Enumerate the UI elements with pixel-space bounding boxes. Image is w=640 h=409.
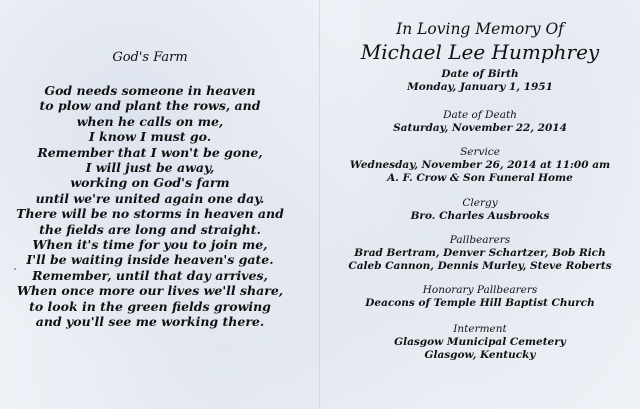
- poem-line: the fields are long and straight.: [39, 221, 261, 237]
- birth-label: Date of Birth: [441, 68, 519, 80]
- service-datetime: Wednesday, November 26, 2014 at 11:00 am: [349, 159, 611, 171]
- honorary-pallbearers-value: Deacons of Temple Hill Baptist Church: [365, 297, 595, 309]
- birth-date: Monday, January 1, 1951: [407, 81, 553, 93]
- death-section: [320, 109, 640, 135]
- birth-section: [320, 68, 640, 94]
- clergy-label: Clergy: [462, 197, 498, 209]
- poem-title: God's Farm: [112, 50, 188, 65]
- poem-line: to plow and plant the rows, and: [39, 98, 261, 114]
- service-label: Service: [460, 146, 500, 158]
- service-location: A. F. Crow & Son Funeral Home: [387, 172, 573, 184]
- poem-line: when he calls on me,: [76, 113, 224, 129]
- honorary-pallbearers-section: [320, 284, 640, 310]
- death-date: Saturday, November 22, 2014: [393, 122, 567, 134]
- poem-line: Remember that I won't be gone,: [37, 144, 263, 160]
- memorial-panel: [320, 0, 640, 409]
- interment-city: Glasgow, Kentucky: [424, 349, 536, 361]
- interment-section: [320, 323, 640, 362]
- interment-label: Interment: [453, 323, 507, 335]
- poem-line: God needs someone in heaven: [44, 83, 256, 98]
- pallbearers-line: Brad Bertram, Denver Schartzer, Bob Rich: [354, 247, 606, 259]
- pallbearers-line: Caleb Cannon, Dennis Murley, Steve Roberts: [348, 260, 612, 272]
- poem-line: I know I must go.: [88, 129, 212, 145]
- poem-body: [0, 83, 300, 330]
- poem-line: I'll be waiting inside heaven's gate.: [26, 252, 274, 268]
- poem-line: and you'll see me working there.: [35, 314, 265, 330]
- clergy-name: Bro. Charles Ausbrooks: [410, 210, 550, 222]
- clergy-section: [320, 197, 640, 223]
- poem-line: There will be no storms in heaven and: [16, 206, 284, 222]
- interment-cemetery: Glasgow Municipal Cemetery: [394, 336, 566, 348]
- poem-line: to look in the green fields growing: [29, 298, 271, 314]
- pallbearers-section: [320, 234, 640, 273]
- service-section: [320, 146, 640, 185]
- memorial-header: In Loving Memory Of: [396, 20, 564, 38]
- poem-line: When once more our lives we'll share,: [16, 283, 284, 299]
- poem-line: When it's time for you to join me,: [32, 237, 268, 253]
- death-label: Date of Death: [443, 109, 517, 121]
- honorary-pallbearers-label: Honorary Pallbearers: [422, 284, 538, 296]
- poem-line: working on God's farm: [70, 175, 230, 191]
- poem-line: until we're united again one day.: [35, 190, 265, 206]
- deceased-name: Michael Lee Humphrey: [360, 40, 600, 64]
- pallbearers-label: Pallbearers: [449, 234, 511, 246]
- poem-line: Remember, until that day arrives,: [32, 267, 268, 283]
- poem-line: I will just be away,: [85, 160, 215, 176]
